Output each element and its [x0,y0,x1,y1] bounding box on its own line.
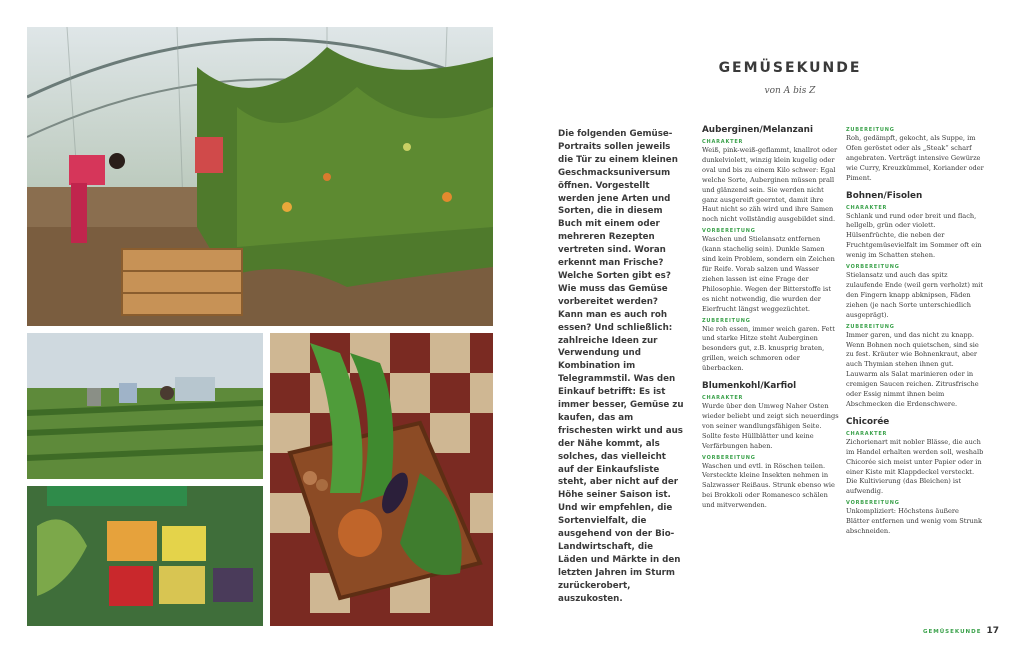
auberginen-zubereitung-text: Nie roh essen, immer weich garen. Fett und starke Hitze steht Auberginen besonders gut, z.B. knusprig braten, grillen, weich schmoren oder überbacken. [702,324,835,373]
vegetable-basket-photo [270,333,493,626]
page-number: 17 [986,626,999,636]
blumenkohl-vorbereitung-text: Waschen und evtl. in Röschen teilen. Versteckte kleine Insekten nehmen in Salzwasser Reißaus. Strunk ebenso wie bei Brokkoli oder Romanesco schälen und mitverwenden. [702,461,835,510]
label-vorbereitung: VORBEREITUNG [702,228,756,235]
entry-title-bohnen: Bohnen/Fisolen [846,190,923,201]
chicoree-charakter-text: Zichorienart mit nobler Blässe, die auch im Handel erhalten werden soll, weshalb Chicorée sich meist unter Papier oder in einer Kiste mit Klappdeckel versteckt. Die Kultivierung (das Bleichen) ist aufwendig. [846,437,984,496]
label-zubereitung: ZUBEREITUNG [846,323,895,330]
label-zubereitung: ZUBEREITUNG [702,317,751,324]
column-two [846,126,984,537]
label-charakter: CHARAKTER [702,139,744,145]
bohnen-charakter-text: Schlank und rund oder breit und flach, hellgelb, grün oder violett. Hülsenfrüchte, die neben der Fruchtgemüsevielfalt im Sommer oft ein wenig im Schatten stehen. [846,211,982,260]
entry-title-auberginen: Auberginen/Melanzani [702,125,813,135]
page-footer [923,618,999,637]
produce-crates-photo [27,486,263,626]
bohnen-vorbereitung-text: Stielansatz und auch das spitz zulaufende Ende (weil gern verholzt) mit den Fingern knapp abknipsen, Fäden ziehen (je nach Sorte unterschiedlich ausgeprägt). [846,271,984,319]
label-vorbereitung: VORBEREITUNG [846,264,900,271]
intro-paragraph: Die folgenden Gemüse-Portraits sollen jeweils die Tür zu einem kleinen Geschmacksuniversum öffnen. Vorgestellt werden jene Arten und Sorten, die in diesem Buch mit einem oder mehreren Rezepten vertreten sind. Woran erkennt man Frische? Welche Sorten gibt es? Wie muss das Gemüse vorbereitet werden? Kann man es auch roh essen? Und schließlich: zahlreiche Ideen zur Verwendung und Kombination im Telegrammstil. Was den Einkauf betrifft: Es ist immer besser, Gemüse zu kaufen, das am frischesten wirkt und aus der Nähe kommt, als solches, das vielleicht auf der Einkaufsliste steht, aber nicht auf der Höhe seiner Saison ist. Und wir empfehlen, die Sortenvielfalt, die ausgehend von der Bio-Landwirtschaft, die Läden und Märkte in den letzten Jahren im Sturm zurückerobert, auszukosten. [558,129,684,604]
label-charakter: CHARAKTER [846,430,888,437]
entry-title-chicoree: Chicorée [846,416,890,427]
entry-title-blumenkohl: Blumenkohl/Karfiol [702,381,797,392]
blumenkohl-zubereitung-text: Roh, gedämpft, gekocht, als Suppe, im Ofen geröstet oder als „Steak“ scharf angebraten. Verträgt intensive Gewürze wie Curry, Kreuzkümmel, Koriander oder Piment. [846,134,984,182]
greenhouse-photo [27,27,493,326]
label-charakter: CHARAKTER [702,395,744,402]
label-vorbereitung: VORBEREITUNG [846,500,900,507]
blumenkohl-charakter-text: Wurde über den Umweg Naher Osten wieder beliebt und zeigt sich neuerdings von seiner wandlungsfähigen Seite. Sollte feste Hüllblätter und keine Verfärbungen haben. [702,402,839,450]
auberginen-charakter-text: Weiß, pink-weiß-geflammt, knallrot oder dunkelviolett, winzig klein kugelig oder oval und bis zu einem Kilo schwer: Egal welche Sorte, Auberginen müssen prall und glänzend sein. Sie werden nicht ganz ausgereift geerntet, damit ihre Haut nicht so zäh wird und ihre Samen noch nicht vollständig ausgebildet sind. [702,146,838,224]
page-title: GEMÜSEKUNDE [718,60,862,76]
chicoree-vorbereitung-text: Unkompliziert: Höchstens äußere Blätter entfernen und wenig vom Strunk abschneiden. [846,507,982,536]
footer-section-name: GEMÜSEKUNDE [922,629,982,635]
label-zubereitung: ZUBEREITUNG [846,127,895,133]
label-vorbereitung: VORBEREITUNG [702,454,756,461]
page-subtitle: von A bis Z [764,86,816,96]
column-one [702,124,840,511]
auberginen-vorbereitung-text: Waschen und Stielansatz entfernen (kann stachelig sein). Dunkle Samen sind kein Problem, sondern ein Zeichen für Reife. Vorab salzen und Wasser ziehen lassen ist eine Frage der Philosophie. Wegen der Bitterstoffe ist es nicht notwendig, die wurden der Eierfrucht längst weggezüchtet. [702,235,835,313]
label-charakter: CHARAKTER [846,204,888,211]
bohnen-zubereitung-text: Immer garen, und das nicht zu knapp. Wenn Bohnen noch quietschen, sind sie zu fest. Kräuter wie Bohnenkraut, aber auch Thymian stehen ihnen gut. Lauwarm als Salat marinieren oder in cremigen Saucen reichen. Zitrusfrische oder Essig nimmt ihnen beim Abschmecken die Erdenschwere. [846,330,979,408]
field-workers-photo [27,333,263,479]
